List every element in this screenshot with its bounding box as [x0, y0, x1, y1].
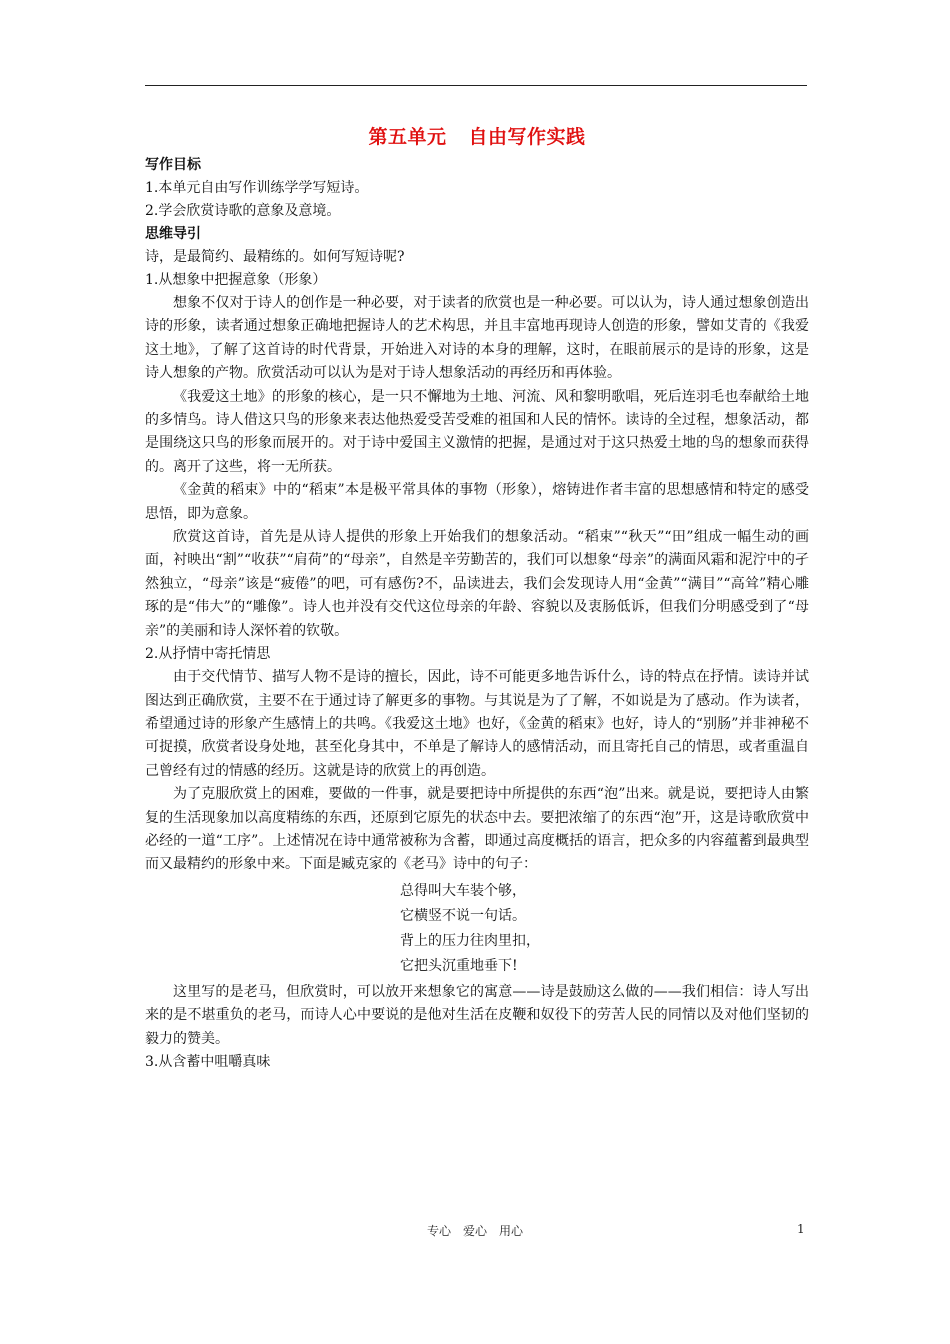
page-number: 1	[797, 1222, 805, 1236]
subheading: 3.从含蓄中咀嚼真味	[145, 1053, 271, 1070]
document-body	[145, 122, 809, 1074]
poem-excerpt	[400, 879, 809, 979]
footer-motto: 专心 爱心 用心	[426, 1224, 523, 1238]
paragraph: 由于交代情节、描写人物不是诗的擅长，因此，诗不可能更多地告诉什么，诗的特点在抒情。读诗并试图达到正确欣赏，主要不在于通过诗了解更多的事物。与其说是为了了解，不如说是为了感动。作为读者，希望通过诗的形象产生感情上的共鸣。《我爱这土地》也好，《金黄的稻束》也好，诗人的“别肠”并非神秘不可捉摸，欣赏者设身处地，甚至化身其中，不单是了解诗人的感情活动，而且寄托自己的情思，或者重温自己曾经有过的情感的经历。这就是诗的欣赏上的再创造。	[145, 669, 809, 779]
poem-line: 它横竖不说一句话。	[400, 907, 526, 924]
poem-line: 总得叫大车装个够，	[400, 882, 526, 899]
section-heading-goals: 写作目标	[145, 157, 201, 173]
page-title	[145, 122, 809, 152]
paragraph: 欣赏这首诗，首先是从诗人提供的形象上开始我们的想象活动。“稻束”“秋天”“田”组成一幅生动的画面，衬映出“割”“收获”“肩荷”的“母亲”，自然是辛劳勤苦的，我们可以想象“母亲”的满面风霜和泥泞中的孑然独立，“母亲”该是“疲倦”的吧，可有感伤?不，品读进去，我们会发现诗人用“金黄”“满目”“高耸”精心雕琢的是“伟大”的“雕像”。诗人也并没有交代这位母亲的年龄、容貌以及衷肠低诉，但我们分明感受到了“母亲”的美丽和诗人深怀着的钦敬。	[145, 529, 809, 639]
poem-line: 它把头沉重地垂下!	[400, 957, 518, 974]
title-topic: 自由写作实践	[468, 126, 586, 148]
paragraph: 想象不仅对于诗人的创作是一种必要，对于读者的欣赏也是一种必要。可以认为，诗人通过想象创造出诗的形象，读者通过想象正确地把握诗人的艺术构思，并且丰富地再现诗人创造的形象，譬如艾青的《我爱这土地》，了解了这首诗的时代背景，开始进入对诗的本身的理解，这时，在眼前展示的是诗的形象，这是诗人想象的产物。欣赏活动可以认为是对于诗人想象活动的再经历和再体验。	[145, 295, 809, 382]
goal-item: 1.本单元自由写作训练学学写短诗。	[145, 180, 369, 196]
title-unit: 第五单元	[368, 126, 447, 148]
paragraph: 《我爱这土地》的形象的核心，是一只不懈地为土地、河流、风和黎明歌唱，死后连羽毛也奉献给土地的多情鸟。诗人借这只鸟的形象来表达他热爱受苦受难的祖国和人民的情怀。读诗的全过程，想象活动，都是围绕这只鸟的形象而展开的。对于诗中爱国主义激情的把握，是通过对于这只热爱土地的鸟的想象而获得的。离开了这些，将一无所获。	[145, 388, 809, 475]
section-heading-guide: 思维导引	[145, 226, 201, 242]
goal-item: 2.学会欣赏诗歌的意象及意境。	[145, 203, 341, 219]
paragraph: 《金黄的稻束》中的“稻束”本是极平常具体的事物（形象），熔铸进作者丰富的思想感情和特定的感受思悟，即为意象。	[145, 482, 809, 522]
subheading: 1.从想象中把握意象（形象）	[145, 272, 327, 288]
paragraph: 为了克服欣赏上的困难，要做的一件事，就是要把诗中所提供的东西“泡”出来。就是说，要把诗人由繁复的生活现象加以高度精练的东西，还原到它原先的状态中去。要把浓缩了的东西“泡”开，这是诗歌欣赏中必经的一道“工序”。上述情况在诗中通常被称为含蓄，即通过高度概括的语言，把众多的内容蕴蓄到最典型而又最精约的形象中来。下面是臧克家的《老马》诗中的句子：	[145, 786, 809, 873]
paragraph: 这里写的是老马，但欣赏时，可以放开来想象它的寓意——诗是鼓励这么做的——我们相信：诗人写出来的是不堪重负的老马，而诗人心中要说的是他对生活在皮鞭和奴役下的劳苦人民的同情以及对他们坚韧的毅力的赞美。	[145, 983, 809, 1047]
poem-line: 背上的压力往肉里扣，	[400, 932, 540, 949]
intro-line: 诗，是最简约、最精练的。如何写短诗呢?	[145, 249, 405, 265]
subheading: 2.从抒情中寄托情思	[145, 646, 271, 663]
header-rule	[145, 85, 807, 86]
